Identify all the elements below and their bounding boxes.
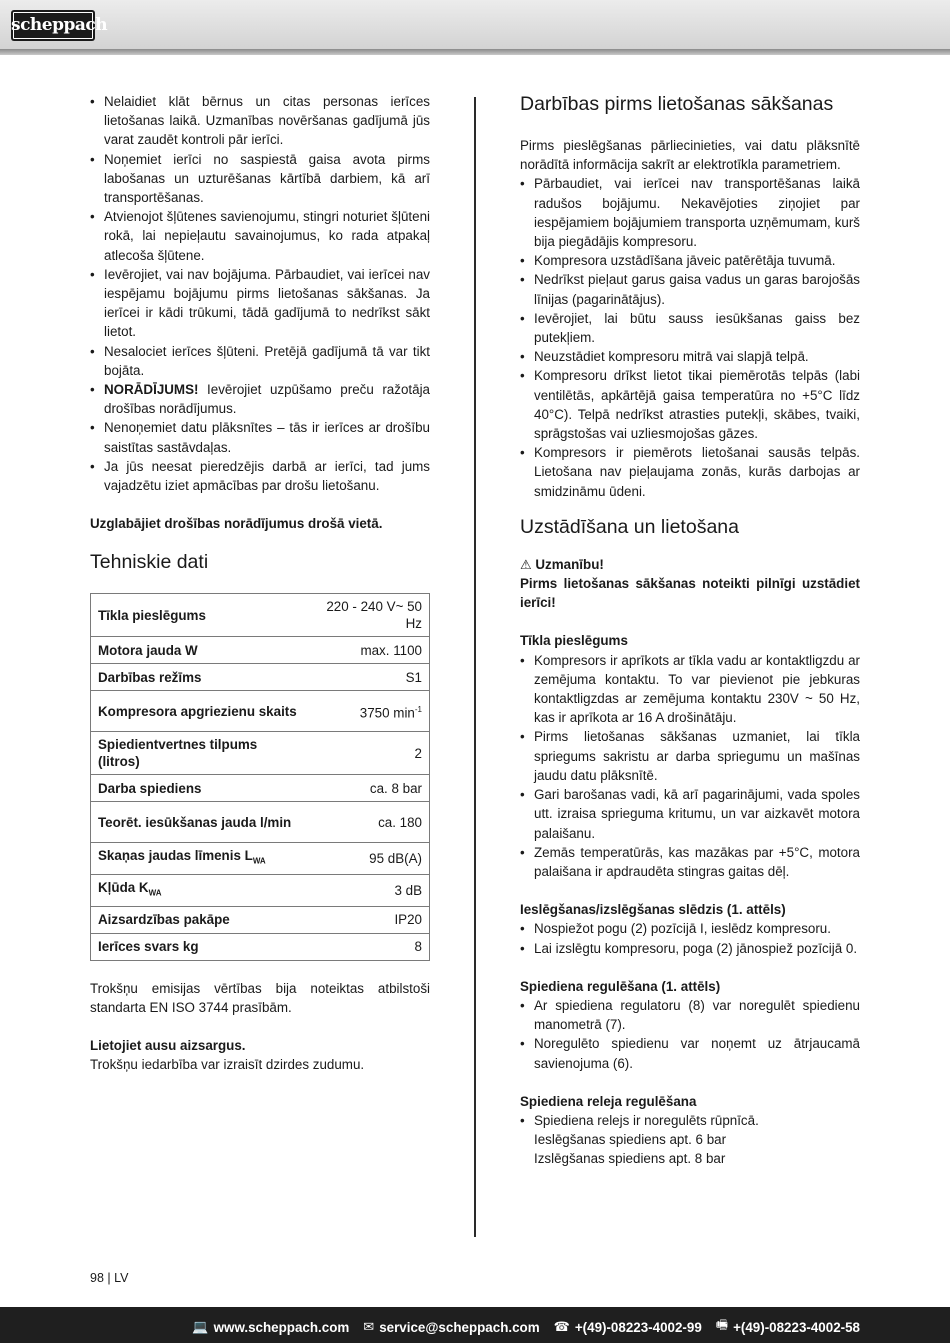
keep-safety-notice: Uzglabājiet drošības norādījumus drošā vietā. (90, 516, 383, 532)
spec-value: 2 (305, 732, 430, 775)
list-item: • Kompresora uzstādīšana jāveic patērētāja tuvumā. (520, 251, 860, 270)
spec-value-exponent: -1 (414, 705, 422, 715)
list-item: • Kompresors ir aprīkots ar tīkla vadu ar kontaktligzdu ar zemējuma kontaktu. To var pievienot pie jebkuras kontaktligzdas ar zemējuma kontaktu 230V ~ 50 Hz, kas ir aprīkota ar 16 A drošinātāju. (520, 651, 860, 728)
spec-label: Tīkla pieslēgums (91, 594, 306, 637)
pre-use-intro: Pirms pieslēgšanas pārliecinieties, vai datu plāksnītē norādītā informācija sakrīt ar elektrotīkla parametriem. (520, 138, 860, 173)
phone-icon: ☎ (553, 1319, 570, 1334)
footer-phone (554, 1316, 702, 1338)
spec-label: Darbības režīms (91, 664, 306, 691)
list-item: • Gari barošanas vadi, kā arī pagarinājumi, vada spoles utt. izraisa sprieguma kritumu, un var aizkavēt motora palaišanu. (520, 785, 860, 843)
phone-number: +(49)-08223-4002-99 (574, 1319, 702, 1335)
spec-label-text: Skaņas jaudas līmenis L (98, 848, 253, 864)
list-item: • Ar spiediena regulatoru (8) var noregulēt spiedienu manometrā (7). (520, 996, 860, 1034)
note-label: NORĀDĪJUMS! (104, 382, 199, 398)
spec-label: Teorēt. iesūkšanas jauda l/min (91, 802, 306, 843)
noise-emission-text: Trokšņu emisijas vērtības bija noteiktas atbilstoši standarta EN ISO 3744 prasībām. (90, 980, 430, 1016)
warning-icon: ⚠ (520, 556, 532, 572)
list-item: • Pārbaudiet, vai ierīcei nav transportēšanas laikā radušos bojājumu. Nekavējoties ziņojiet par iespējamiem bojājumiem transporta uzņēmumam, kurš bija piegādājis kompresoru. (520, 174, 860, 251)
column-divider (474, 97, 476, 1237)
ear-protection-heading: Lietojiet ausu aizsargus. (90, 1038, 246, 1054)
fax-number: +(49)-08223-4002-58 (733, 1319, 860, 1335)
spec-value: 8 (305, 933, 430, 960)
email-link[interactable]: service@scheppach.com (379, 1319, 540, 1335)
switch-bullet-list (520, 919, 860, 957)
spec-label-subscript: WA (252, 857, 266, 867)
tech-data-heading: Tehniskie dati (90, 551, 209, 574)
left-column (90, 92, 430, 1075)
spec-value: 3 dB (305, 875, 430, 907)
spec-label-text: Kļūda K (98, 880, 149, 896)
pressure-heading: Spiediena regulēšana (1. attēls) (520, 978, 721, 994)
table-row (91, 802, 430, 843)
list-item: • Zemās temperatūrās, kas mazākas par +5°C, motora palaišana ir apdraudēta stingras gaitas dēļ. (520, 843, 860, 881)
spec-label: Aizsardzības pakāpe (91, 906, 306, 933)
spec-label: Ierīces svars kg (91, 933, 306, 960)
footer-fax (716, 1316, 860, 1338)
switch-heading: Ieslēgšanas/izslēgšanas slēdzis (1. attēls) (520, 902, 786, 918)
warning-title (520, 555, 860, 574)
website-link[interactable]: www.scheppach.com (213, 1319, 350, 1335)
table-row (91, 933, 430, 960)
spec-value: max. 1100 (305, 637, 430, 664)
spec-label (91, 875, 306, 907)
computer-icon: 💻 (192, 1319, 209, 1334)
relay-line: Izslēgšanas spiediens apt. 8 bar (534, 1151, 726, 1167)
list-item: • Nelaidiet klāt bērnus un citas personas ierīces lietošanas laikā. Uzmanības novēršanas gadījumā jūs varat zaudēt kontroli pār ierīci. (90, 92, 430, 150)
relay-heading: Spiediena releja regulēšana (520, 1093, 697, 1109)
installation-heading: Uzstādīšana un lietošana (520, 515, 739, 538)
list-item: • Lai izslēgtu kompresoru, poga (2) jānospiež pozīcijā 0. (520, 939, 860, 958)
table-row (91, 732, 430, 775)
list-item: • Nesalociet ierīces šļūteni. Pretējā gadījumā tā var tikt bojāta. (90, 342, 430, 380)
relay-line: Ieslēgšanas spiediens apt. 6 bar (534, 1132, 727, 1148)
list-item: • Atvienojot šļūtenes savienojumu, stingri noturiet šļūteni rokā, lai nepieļautu savainojumus, ko rada atpakaļ atlecoša šļūtene. (90, 207, 430, 265)
list-item: • Kompresors ir piemērots lietošanai sausās telpās. Lietošana nav pieļaujama zonās, kurās darbojas ar smidzināmu ūdeni. (520, 443, 860, 501)
footer-email[interactable] (363, 1316, 539, 1338)
footer-website[interactable] (192, 1316, 349, 1338)
safety-bullet-list (90, 92, 430, 495)
note-text: Ievērojiet uzpūšamo preču ražotāja drošības norādījumus. (104, 382, 430, 417)
list-item: • Ja jūs neesat pieredzējis darbā ar ierīci, tad jums vajadzētu iziet apmācības par drošu lietošanu. (90, 457, 430, 495)
fax-icon: 🖷 (715, 1317, 729, 1332)
table-row (91, 664, 430, 691)
page-header (0, 0, 950, 49)
warning-title-text: Uzmanību! (535, 556, 604, 572)
list-item: • Noņemiet ierīci no saspiestā gaisa avota pirms labošanas un uzturēšanas kārtībā darbiem, kā arī transportēšanas. (90, 150, 430, 208)
spec-value: ca. 8 bar (305, 775, 430, 802)
ear-protection-text: Trokšņu iedarbība var izraisīt dzirdes zudumu. (90, 1057, 365, 1073)
list-item: • Nedrīkst pieļaut garus gaisa vadus un garas barojošās līnijas (pagarinātājus). (520, 270, 860, 308)
spec-value: S1 (305, 664, 430, 691)
list-item (520, 1111, 860, 1169)
list-item: • Kompresoru drīkst lietot tikai piemērotās telpās (labi ventilētās, apkārtējā gaisa temperatūra no +5°C līdz 40°C). Telpā nedrīkst atrasties putekļi, skābes, tvaiki, sprāgstošas vai uzliesmojošas gāzes. (520, 366, 860, 443)
table-row (91, 906, 430, 933)
mains-heading: Tīkla pieslēgums (520, 633, 628, 649)
table-row (91, 637, 430, 664)
list-item: • Pirms lietošanas sākšanas uzmaniet, lai tīkla spriegums sakristu ar darba spriegumu un mašīnas jaudu datu plāksnītē. (520, 727, 860, 785)
table-row (91, 775, 430, 802)
pre-use-bullet-list (520, 174, 860, 500)
header-rule (0, 49, 950, 55)
spec-value-text: 3750 min (359, 705, 415, 721)
page-number: 98 | LV (90, 1271, 129, 1285)
pre-use-heading: Darbības pirms lietošanas sākšanas (520, 93, 834, 115)
right-column (520, 92, 860, 1169)
table-row (91, 691, 430, 732)
spec-value (305, 691, 430, 732)
pressure-bullet-list (520, 996, 860, 1073)
table-row (91, 594, 430, 637)
list-item: • Nenoņemiet datu plāksnītes – tās ir ierīces ar drošību saistītas sastāvdaļas. (90, 418, 430, 456)
scheppach-logo: scheppach (11, 10, 95, 41)
spec-label: Motora jauda W (91, 637, 306, 664)
spec-label: Kompresora apgriezienu skaits (91, 691, 306, 732)
list-item (90, 380, 430, 418)
spec-value: 220 - 240 V~ 50 Hz (305, 594, 430, 637)
list-item: • Noregulēto spiedienu var noņemt uz ātrjaucamā savienojuma (6). (520, 1034, 860, 1072)
list-item: • Ievērojiet, lai būtu sauss iesūkšanas gaiss bez putekļiem. (520, 309, 860, 347)
list-item: • Neuzstādiet kompresoru mitrā vai slapjā telpā. (520, 347, 860, 366)
spec-label: Darba spiediens (91, 775, 306, 802)
relay-line: • Spiediena relejs ir noregulēts rūpnīcā. (534, 1112, 759, 1128)
relay-bullet-list (520, 1111, 860, 1169)
spec-table (90, 593, 430, 960)
spec-label-subscript: WA (148, 888, 162, 898)
list-item: • Ievērojiet, vai nav bojājuma. Pārbaudiet, vai ierīcei nav iespējamu bojājumu pirms lietošanas sākšanas. Ja ierīcei ir kādi trūkumi, tādā gadījumā to nedrīkst sākt lietot. (90, 265, 430, 342)
list-item: • Nospiežot pogu (2) pozīcijā I, ieslēdz kompresoru. (520, 919, 860, 938)
spec-value: 95 dB(A) (305, 843, 430, 875)
spec-label: Spiedientvertnes tilpums (litros) (91, 732, 306, 775)
spec-label (91, 843, 306, 875)
page-footer (0, 1307, 950, 1343)
table-row (91, 875, 430, 907)
mail-icon: ✉ (363, 1319, 375, 1334)
mains-bullet-list (520, 651, 860, 881)
spec-value: IP20 (305, 906, 430, 933)
warning-text: Pirms lietošanas sākšanas noteikti pilnīgi uzstādiet ierīci! (520, 576, 860, 611)
spec-value: ca. 180 (305, 802, 430, 843)
table-row (91, 843, 430, 875)
